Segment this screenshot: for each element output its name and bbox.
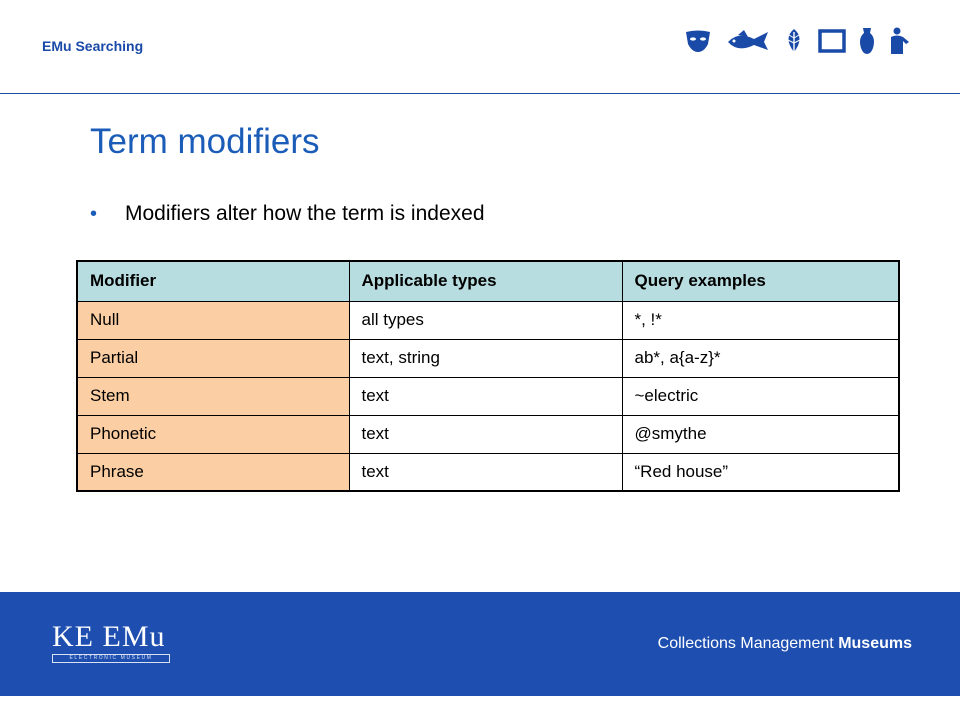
table-row — [77, 339, 899, 377]
tagline-bold: Museums — [838, 635, 912, 652]
logo-wordmark: KE EMu — [52, 620, 166, 653]
query-example-cell: “Red house” — [622, 453, 899, 491]
query-example-cell: @smythe — [622, 415, 899, 453]
applicable-types-cell: text, string — [349, 339, 622, 377]
mask-icon — [684, 29, 712, 53]
column-header-query-examples: Query examples — [622, 261, 899, 301]
table-row — [77, 377, 899, 415]
query-example-cell: ab*, a{a-z}* — [622, 339, 899, 377]
slide-title: Term modifiers — [90, 122, 320, 161]
modifier-cell: Partial — [77, 339, 349, 377]
logo-subtitle: ELECTRONIC MUSEUM — [69, 655, 153, 661]
figure-icon — [888, 27, 910, 55]
query-example-cell: ~electric — [622, 377, 899, 415]
ke-emu-logo — [52, 622, 172, 663]
applicable-types-cell: text — [349, 377, 622, 415]
applicable-types-cell: text — [349, 453, 622, 491]
modifier-cell: Stem — [77, 377, 349, 415]
header-icon-row — [684, 26, 910, 56]
leaf-icon — [782, 28, 806, 54]
query-example-cell: *, !* — [622, 301, 899, 339]
fish-icon — [724, 29, 770, 53]
header-divider — [0, 93, 960, 94]
table-row — [77, 415, 899, 453]
modifier-cell: Null — [77, 301, 349, 339]
modifiers-table — [76, 260, 900, 492]
applicable-types-cell: all types — [349, 301, 622, 339]
table-row — [77, 453, 899, 491]
table-header-row — [77, 261, 899, 301]
footer-band — [0, 592, 960, 696]
logo-subtitle-bar — [52, 654, 170, 663]
table-row — [77, 301, 899, 339]
column-header-applicable-types: Applicable types — [349, 261, 622, 301]
bullet-dot-icon: • — [90, 203, 98, 225]
modifier-cell: Phrase — [77, 453, 349, 491]
applicable-types-cell: text — [349, 415, 622, 453]
tagline-regular: Collections Management — [657, 635, 839, 652]
frame-icon — [818, 29, 846, 53]
bullet-item — [90, 202, 485, 226]
header-title: EMu Searching — [42, 38, 144, 54]
bullet-text: Modifiers alter how the term is indexed — [125, 202, 485, 225]
modifier-cell: Phonetic — [77, 415, 349, 453]
column-header-modifier: Modifier — [77, 261, 349, 301]
vase-icon — [858, 27, 876, 55]
footer-tagline — [658, 635, 912, 653]
